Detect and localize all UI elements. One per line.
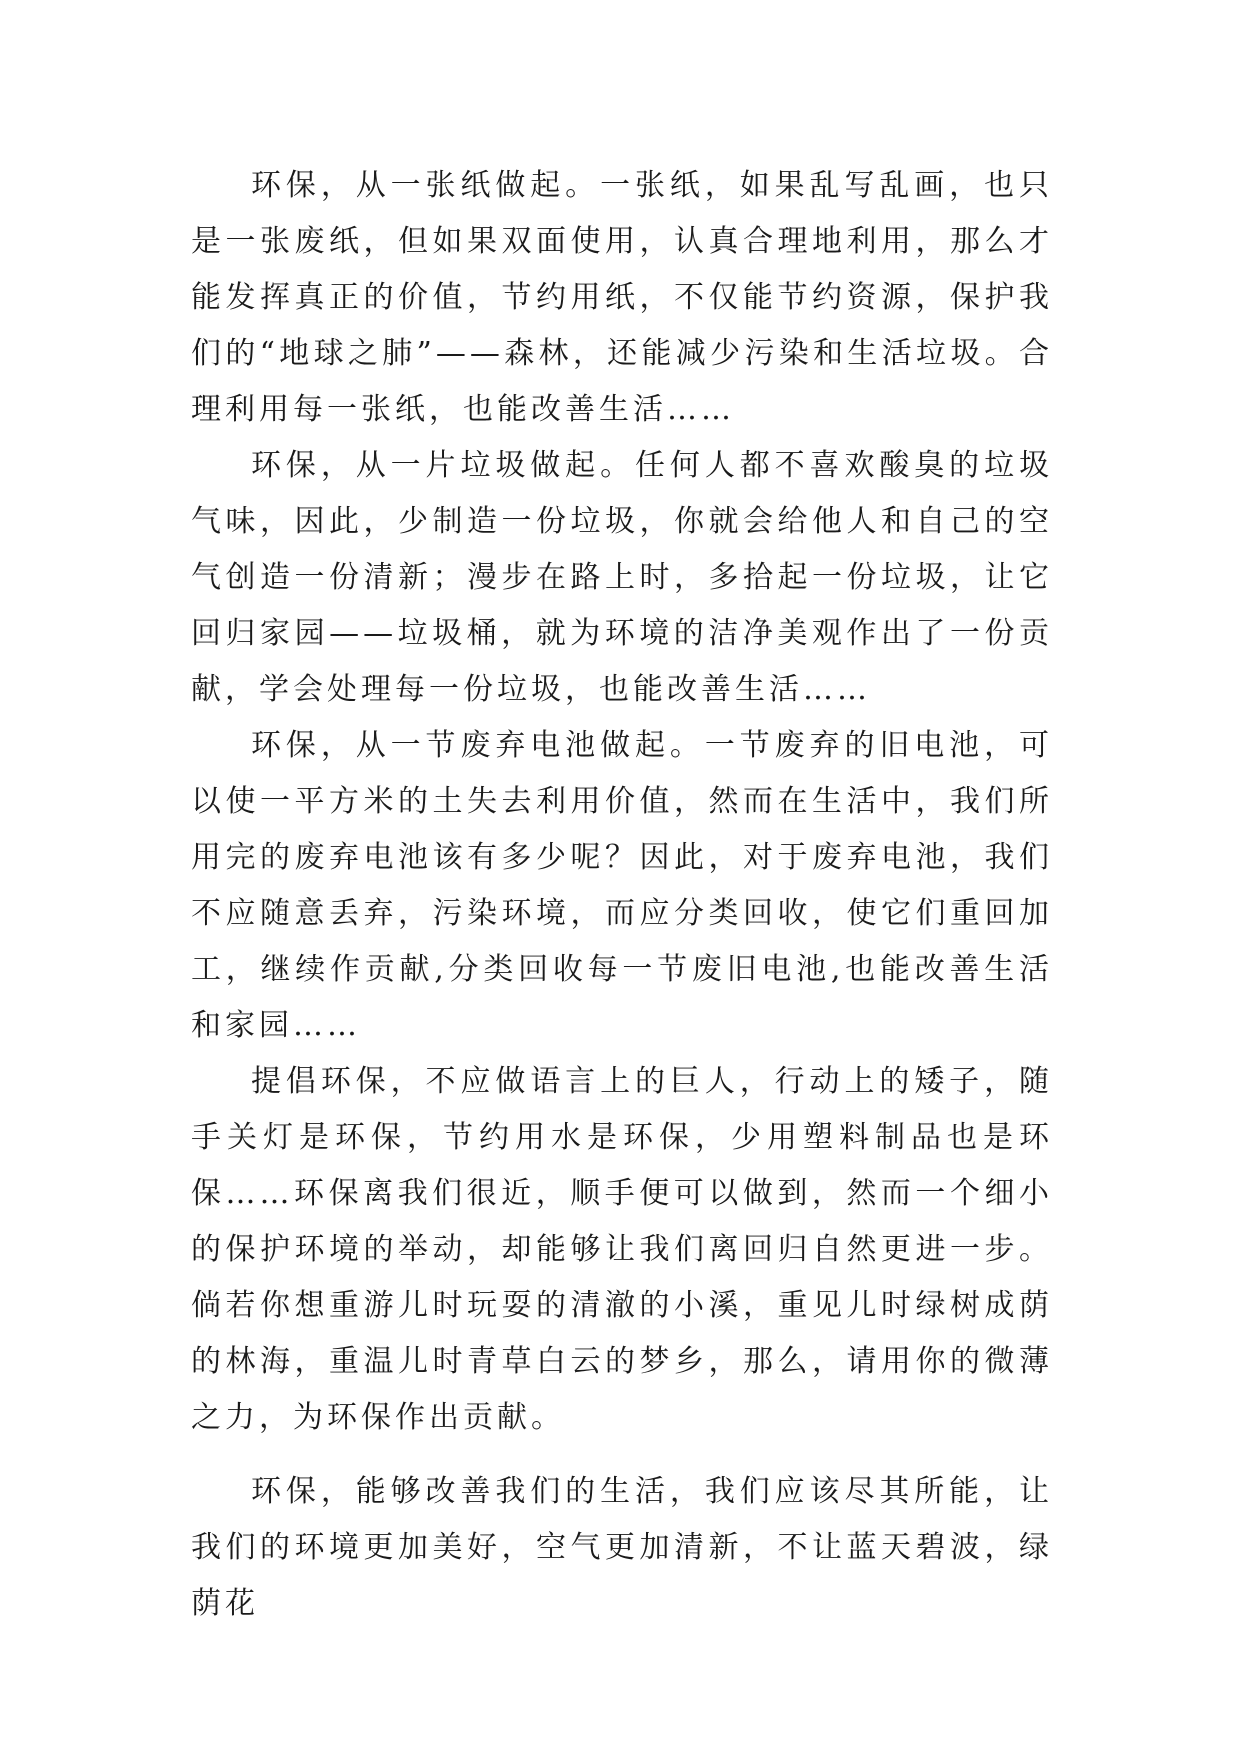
document-body — [191, 158, 1053, 1632]
paragraph-advocacy: 提倡环保，不应做语言上的巨人，行动上的矮子，随手关灯是环保，节约用水是环保，少用塑料制品也是环保……环保离我们很近，顺手便可以做到，然而一个细小的保护环境的举动，却能够让我们离回归自然更进一步。倘若你想重游儿时玩耍的清澈的小溪，重见儿时绿树成荫的林海，重温儿时青草白云的梦乡，那么，请用你的微薄之力，为环保作出贡献。 — [191, 1064, 1053, 1435]
paragraph-conclusion: 环保，能够改善我们的生活，我们应该尽其所能，让我们的环境更加美好，空气更加清新，不让蓝天碧波，绿荫花 — [191, 1474, 1053, 1621]
paragraph-garbage: 环保，从一片垃圾做起。任何人都不喜欢酸臭的垃圾气味，因此，少制造一份垃圾，你就会给他人和自己的空气创造一份清新；漫步在路上时，多拾起一份垃圾，让它回归家园——垃圾桶，就为环境的洁净美观作出了一份贡献，学会处理每一份垃圾，也能改善生活…… — [191, 448, 1053, 707]
paragraph-battery: 环保，从一节废弃电池做起。一节废弃的旧电池，可以使一平方米的土失去利用价值，然而在生活中，我们所用完的废弃电池该有多少呢？因此，对于废弃电池，我们不应随意丢弃，污染环境，而应分类回收，使它们重回加工，继续作贡献,分类回收每一节废旧电池,也能改善生活和家园…… — [191, 728, 1053, 1043]
paragraph-paper: 环保，从一张纸做起。一张纸，如果乱写乱画，也只是一张废纸，但如果双面使用，认真合理地利用，那么才能发挥真正的价值，节约用纸，不仅能节约资源，保护我们的“地球之肺”——森林，还能减少污染和生活垃圾。合理利用每一张纸，也能改善生活…… — [191, 168, 1053, 427]
